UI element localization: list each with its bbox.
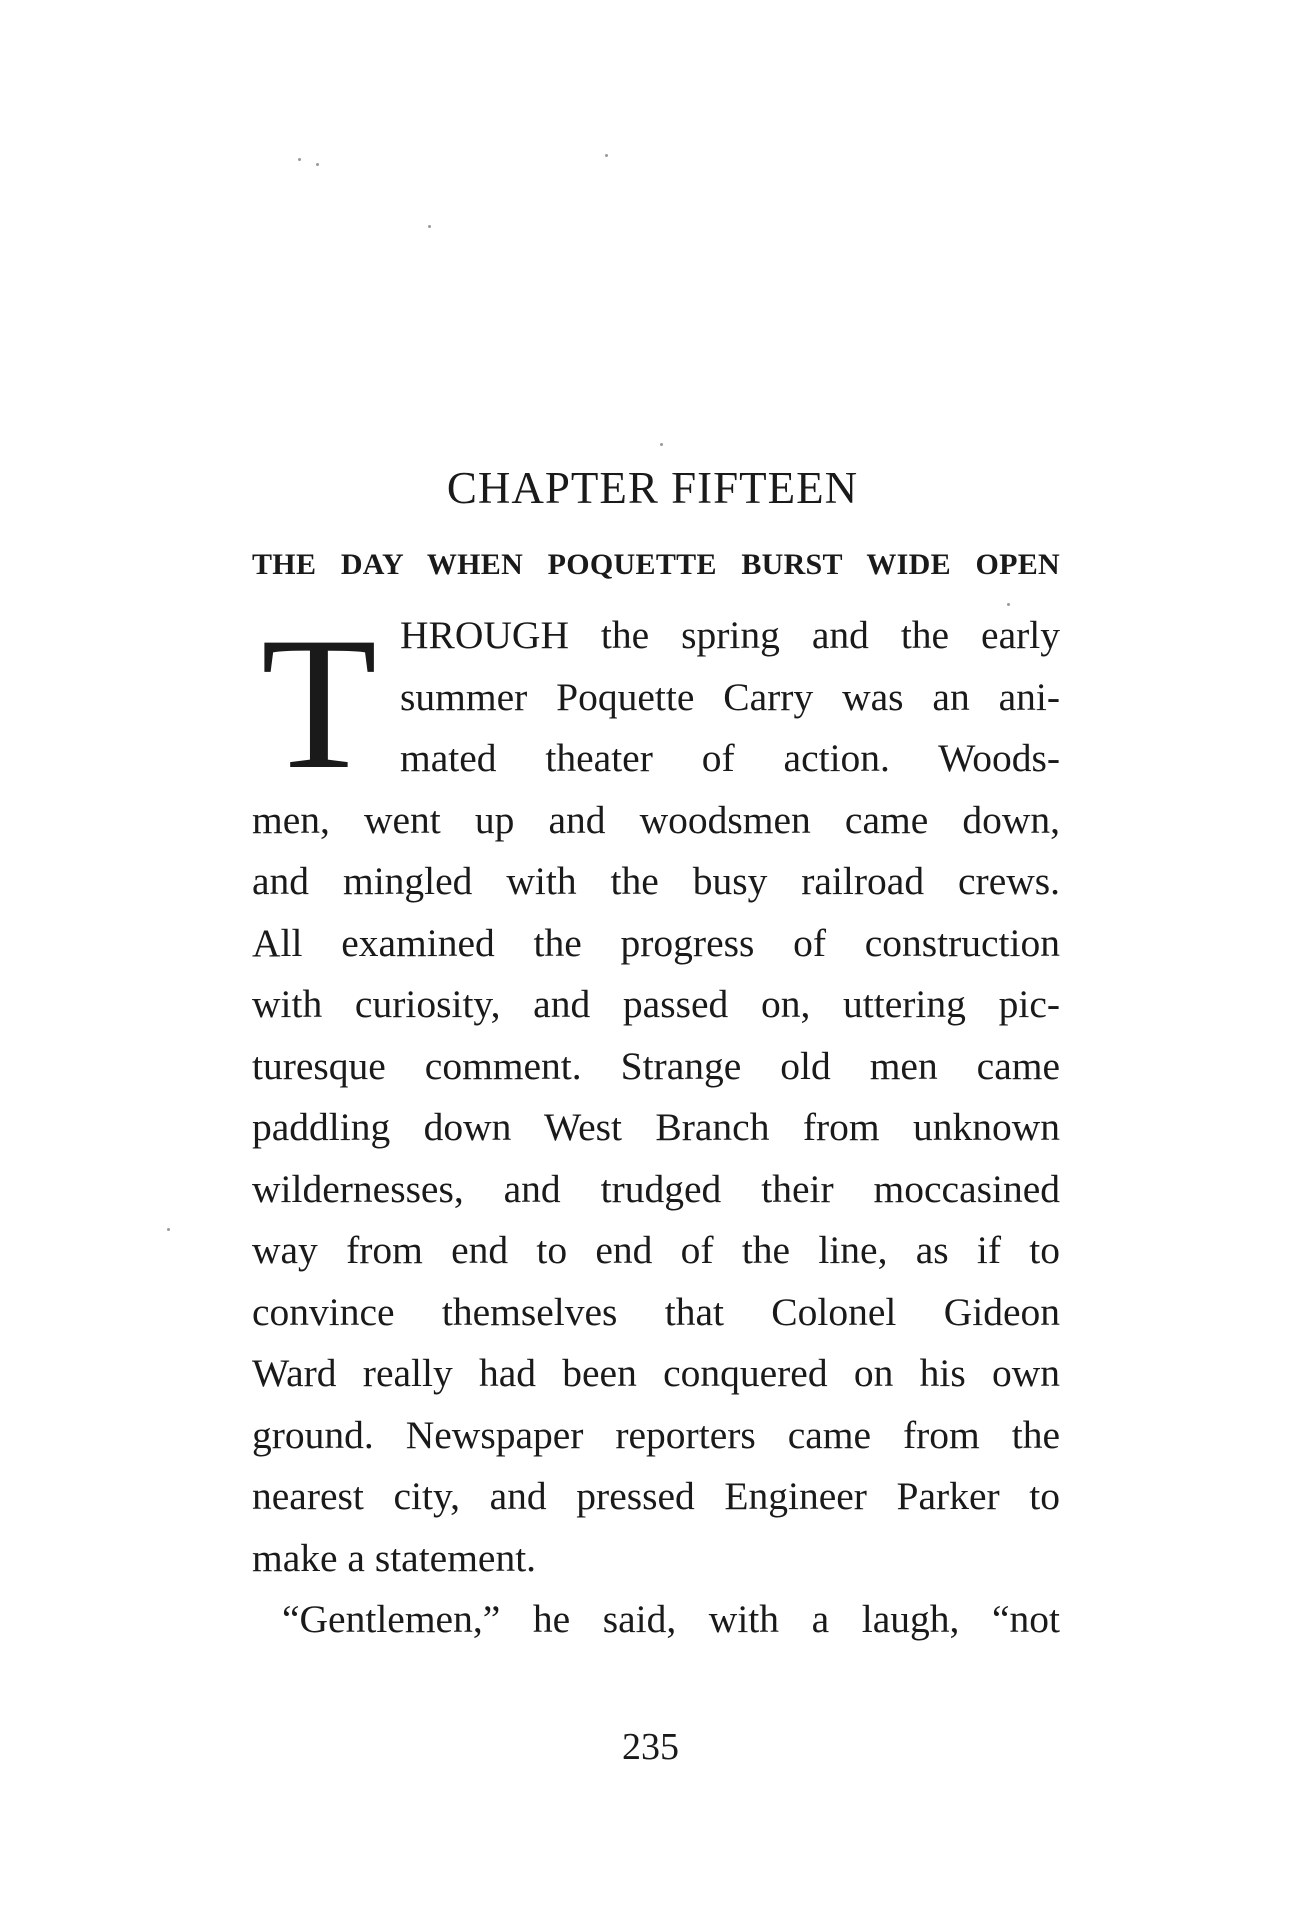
scan-speck [316,163,319,166]
text-line: wildernesses, and trudged their moccasined [252,1166,1060,1211]
page-number: 235 [622,1726,679,1768]
text-line: mated theater of action. Woods- [400,736,1060,780]
text-line: men, went up and woodsmen came down, [252,797,1060,842]
text-line: ground. Newspaper reporters came from the [252,1412,1060,1457]
body-text [252,599,1060,1651]
text-line: nearest city, and pressed Engineer Parker to [252,1474,1060,1518]
text-line: “Gentlemen,” he said, with a laugh, “not [282,1597,1060,1641]
text-line: convince themselves that Colonel Gideon [252,1289,1060,1334]
chapter-title: CHAPTER FIFTEEN [446,463,859,513]
scan-speck [298,158,301,161]
text-line: summer Poquette Carry was an ani- [400,674,1060,719]
scan-speck [605,154,608,157]
text-line: All examined the progress of construction [252,920,1060,965]
text-line: turesque comment. Strange old men came [252,1043,1060,1088]
text-line: make a statement. [252,1535,537,1580]
text-line: HROUGH the spring and the early [400,613,1060,657]
text-line: Ward really had been conquered on his own [252,1351,1060,1395]
text-line: way from end to end of the line, as if to [252,1228,1060,1272]
text-line: and mingled with the busy railroad crews. [252,859,1060,903]
drop-cap: T [260,599,378,809]
scan-speck [428,225,431,228]
text-line: with curiosity, and passed on, uttering pic- [252,982,1060,1026]
scan-speck [660,443,663,446]
scan-speck [167,1228,170,1231]
text-line: paddling down West Branch from unknown [252,1105,1060,1149]
chapter-subtitle: THE DAY WHEN POQUETTE BURST WIDE OPEN [252,548,1060,581]
